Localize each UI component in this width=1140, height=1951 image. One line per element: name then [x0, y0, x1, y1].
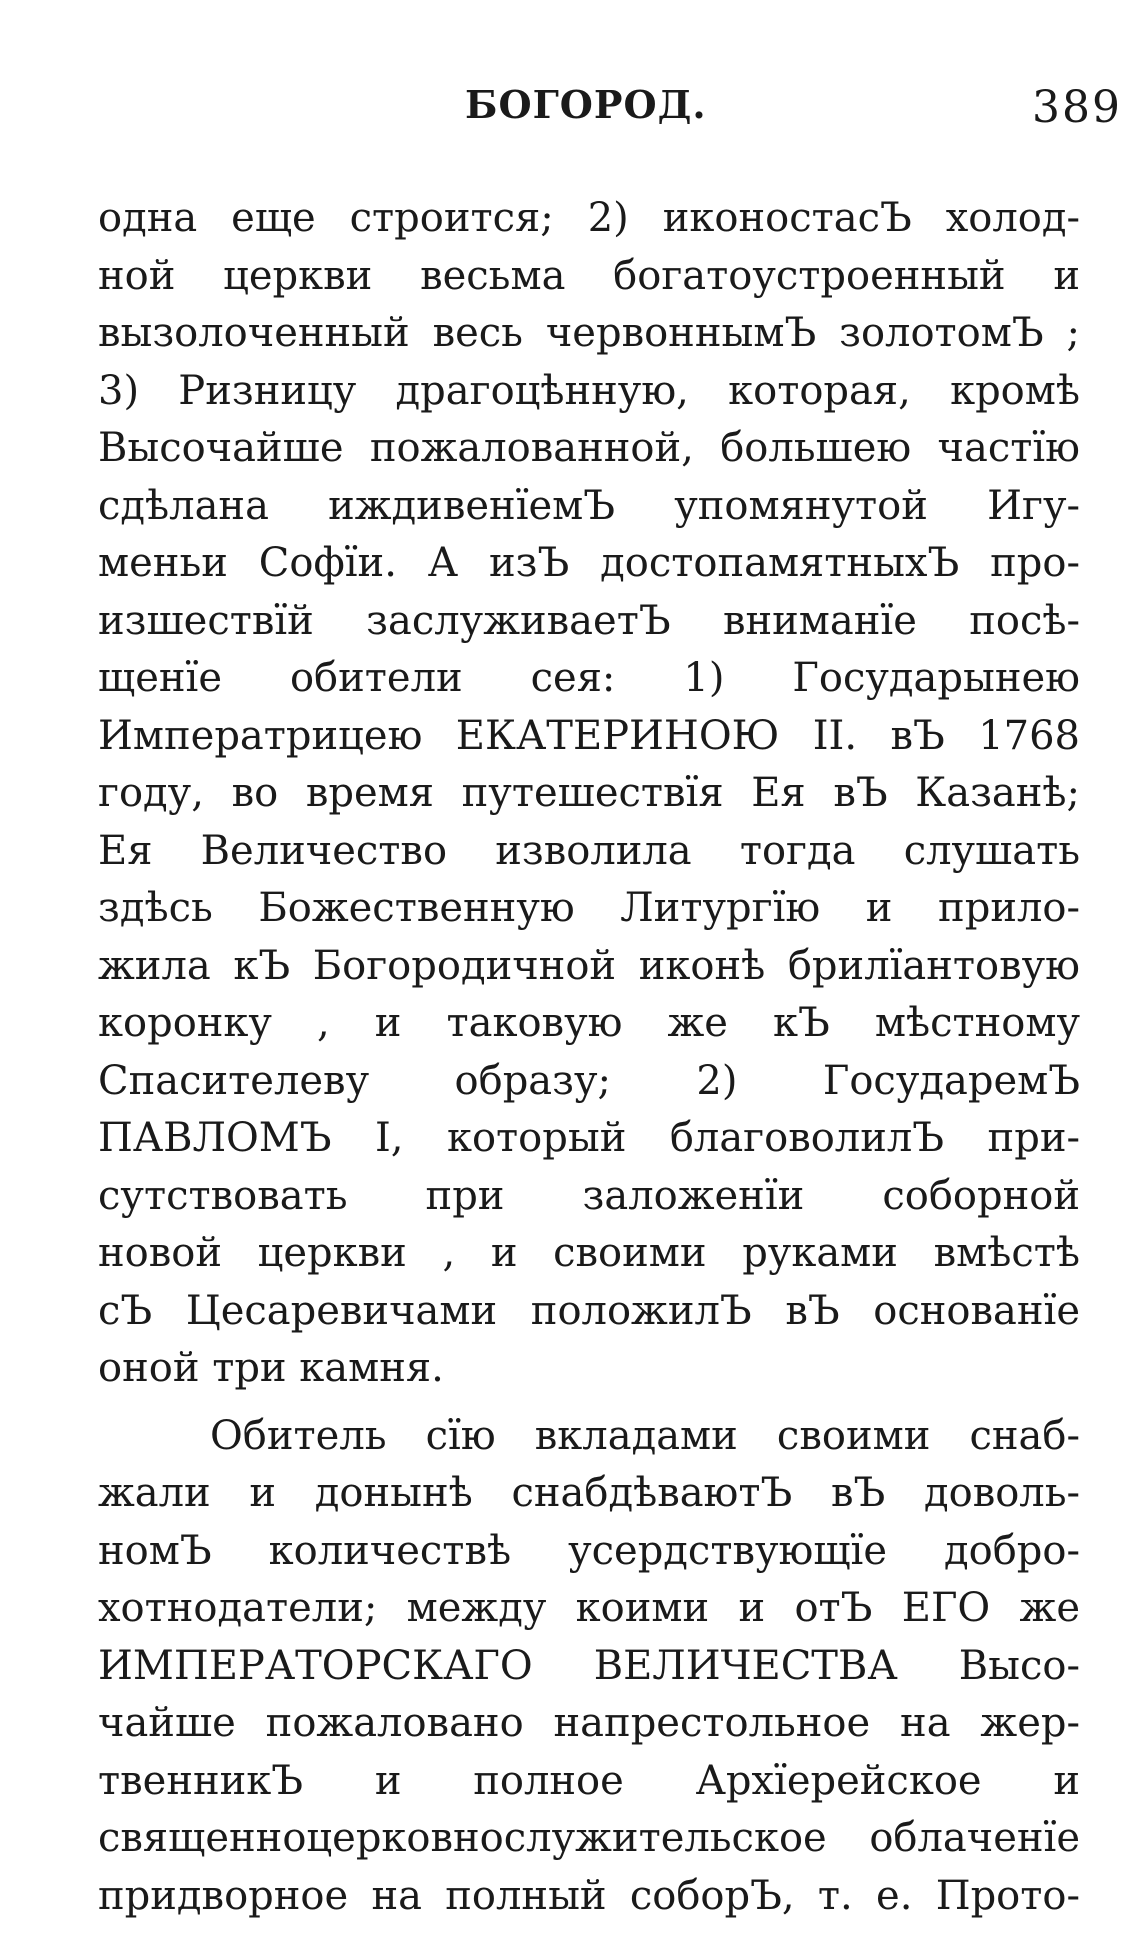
text-line: сЪ Цесаревичами положилЪ вЪ основанїе: [98, 1287, 1080, 1334]
text-line: новой церкви , и своими руками вмѣстѣ: [98, 1230, 1080, 1276]
text-line: здѣсь Божественную Литургїю и прило-: [98, 885, 1080, 931]
text-line: номЪ количествѣ усердствующїе добро-: [98, 1527, 1080, 1574]
text-line: коронку , и таковую же кЪ мѣстному: [98, 1000, 1080, 1046]
text-line: изшествїй заслуживаетЪ вниманїе посѣ-: [98, 597, 1080, 644]
text-line: жила кЪ Богородичной иконѣ брилїантовую: [98, 942, 1080, 989]
text-line: ПАВЛОМЪ I, который благоволилЪ при-: [98, 1115, 1080, 1161]
page-number: 389: [1032, 82, 1122, 133]
text-line: сутствовать при заложенїи соборной: [98, 1172, 1080, 1219]
text-line: ной церкви весьма богатоустроенный и: [98, 252, 1080, 299]
text-line: твенникЪ и полное Архїерейское и: [98, 1757, 1080, 1804]
body-text: [98, 190, 1080, 1925]
text-line: хотнодатели; между коими и отЪ ЕГО же: [98, 1585, 1080, 1631]
text-line: году, во время путешествїя Ея вЪ Казанѣ;: [98, 770, 1080, 816]
paragraph-2: [98, 1408, 1080, 1926]
text-line: Императрицею ЕКАТЕРИНОЮ II. вЪ 1768: [98, 712, 1080, 759]
text-line: щенїе обители сея: 1) Государынею: [98, 655, 1080, 701]
running-head: БОГОРОД.: [465, 82, 707, 127]
text-line: сдѣлана иждивенїемЪ упомянутой Игу-: [98, 482, 1080, 529]
paragraph-gap: [98, 1398, 1080, 1408]
text-line: меньи Софїи. А изЪ достопамятныхЪ про-: [98, 540, 1080, 586]
text-line: оной три камня.: [98, 1345, 444, 1391]
text-line: священноцерковнослужительское облаченїе: [98, 1815, 1080, 1861]
text-line: Ея Величество изволила тогда слушать: [98, 827, 1080, 874]
text-line: одна еще строится; 2) иконостасЪ холод-: [98, 195, 1080, 241]
text-line: чайше пожаловано напрестольное на жер-: [98, 1700, 1080, 1746]
text-line: жали и донынѣ снабдѣваютЪ вЪ доволь-: [98, 1470, 1080, 1516]
paragraph-1: [98, 190, 1080, 1398]
text-line: ИМПЕРАТОРСКАГО ВЕЛИЧЕСТВА Высо-: [98, 1642, 1080, 1689]
text-line: Обитель сїю вкладами своими снаб-: [210, 1412, 1080, 1459]
text-line: вызолоченный весь червоннымЪ золотомЪ ;: [98, 310, 1080, 356]
text-line: Спасителеву образу; 2) ГосударемЪ: [98, 1057, 1080, 1104]
text-line: Высочайше пожалованной, большею частїю: [98, 425, 1080, 471]
text-line: придворное на полный соборЪ, т. е. Прото-: [98, 1872, 1080, 1919]
text-line: 3) Ризницу драгоцѣнную, которая, кромѣ: [98, 367, 1080, 414]
